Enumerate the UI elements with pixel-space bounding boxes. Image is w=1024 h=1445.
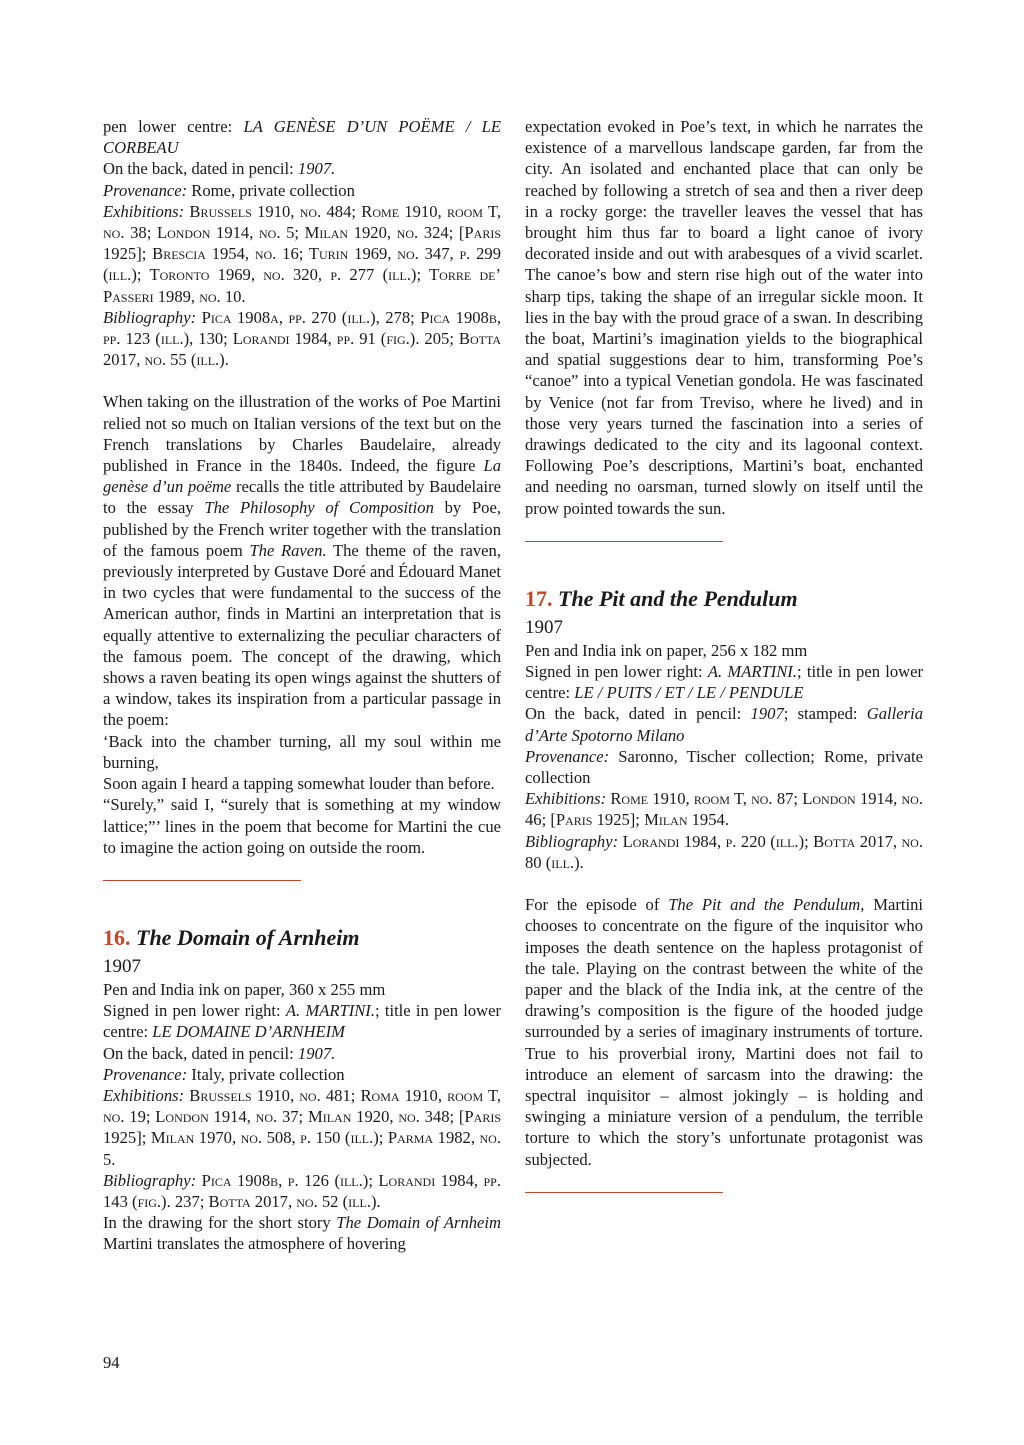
entry-17-year: 1907 xyxy=(525,616,563,638)
section-divider xyxy=(103,880,301,881)
entry-15-title-line: pen lower centre: LA GENÈSE D’UN POËME / LE CORBEAU xyxy=(103,117,501,158)
entry-16-essay: In the drawing for the short story The Domain of Arnheim Martini translates the atmosphere of hovering xyxy=(103,1213,501,1254)
entry-17-exhibitions: Exhibitions: Rome 1910, room T, no. 87; London 1914, no. 46; [Paris 1925]; Milan 1954. xyxy=(525,789,923,830)
poem-quote-line-1: ‘Back into the chamber turning, all my soul within me burning, xyxy=(103,731,501,772)
entry-15-bibliography: Bibliography: Pica 1908a, pp. 270 (ill.), 278; Pica 1908b, pp. 123 (ill.), 130; Lorandi 1984, pp. 91 (fig.). 205; Botta 2017, no. 55 (ill.). xyxy=(103,307,501,370)
entry-16-heading: 16. The Domain of Arnheim xyxy=(103,924,360,950)
entry-17-medium: Pen and India ink on paper, 256 x 182 mm xyxy=(525,640,808,660)
entry-16-bibliography: Bibliography: Pica 1908b, p. 126 (ill.); Lorandi 1984, pp. 143 (fig.). 237; Botta 2017, no. 52 (ill.). xyxy=(103,1170,501,1211)
left-column xyxy=(103,116,501,1255)
entry-15-exhibitions: Exhibitions: Brussels 1910, no. 484; Rome 1910, room T, no. 38; London 1914, no. 5; Milan 1920, no. 324; [Paris 1925]; Brescia 1954, no. 16; Turin 1969, no. 347, p. 299 (ill.); Toronto 1969, no. 320, p. 277 (ill.); Torre de’ Passeri 1989, no. 10. xyxy=(103,201,501,306)
poem-quote-line-3: “Surely,” said I, “surely that is something at my window lattice;”’ lines in the poem that become for Martini the cue to imagine the action going on outside the room. xyxy=(103,795,501,857)
entry-16-signature: Signed in pen lower right: A. MARTINI.; title in pen lower centre: LE DOMAINE D’ARNHEIM xyxy=(103,1001,502,1042)
entry-15-provenance: Provenance: Rome, private collection xyxy=(103,180,355,200)
entry-15-essay: When taking on the illustration of the works of Poe Martini relied not so much on Italian versions of the text but on the French translations by Charles Baudelaire, already published in France in the 1840s. Indeed, the figure La genèse d’un poëme recalls the title attributed by Baudelaire to the essay The Philosophy of Composition by Poe, published by the French writer together with the translation of the famous poem The Raven. The theme of the raven, previously interpreted by Gustave Doré and Édouard Manet in two cycles that were fundamental to the success of the American author, finds in Martini an interpretation that is equally attentive to externalizing the peculiar characters of the famous poem. The concept of the drawing, which shows a raven beating its open wings against the shutters of a window, takes its inspiration from a particular passage in the poem: xyxy=(103,392,501,730)
section-divider xyxy=(525,541,723,542)
entry-16-back-line: On the back, dated in pencil: 1907. xyxy=(103,1043,336,1063)
entry-16-year: 1907 xyxy=(103,955,141,977)
entry-16-medium: Pen and India ink on paper, 360 x 255 mm xyxy=(103,979,386,999)
entry-17-provenance: Provenance: Saronno, Tischer collection; Rome, private collection xyxy=(525,746,923,788)
entry-16-provenance: Provenance: Italy, private collection xyxy=(103,1064,345,1084)
entry-16-exhibitions: Exhibitions: Brussels 1910, no. 481; Roma 1910, room T, no. 19; London 1914, no. 37; Milan 1920, no. 348; [Paris 1925]; Milan 1970, no. 508, p. 150 (ill.); Parma 1982, no. 5. xyxy=(103,1085,501,1169)
entry-17-bibliography: Bibliography: Lorandi 1984, p. 220 (ill.); Botta 2017, no. 80 (ill.). xyxy=(525,831,923,872)
entry-16-essay-continued: expectation evoked in Poe’s text, in which he narrates the existence of a marvellous landscape garden, far from the city. An isolated and enchanted place that can only be reached by following a stretch of sea and then a river deep in a rocky gorge: the traveller leaves the vessel that has brought him thus far to board a light canoe of ivory decorated inside and out with arabesques of a vivid scarlet. The canoe’s bow and stern rise high out of the water into sharp tips, taking the shape of an irregular sickle moon. It lies in the bay with the proud grace of a swan. In describing the boat, Martini’s imagination yields to the biographical and spatial suggestions dear to him, transforming Poe’s “canoe” into a typical Venetian gondola. He was fascinated by Venice (not far from Treviso, where he lived) and in those very years turned the fascination into a series of drawings dedicated to the city and its lagoonal context. Following Poe’s descriptions, Martini’s boat, enchanted and needing no oarsman, turned slowly on itself until the prow pointed towards the sun. xyxy=(525,117,923,518)
poem-quote-line-2: Soon again I heard a tapping somewhat louder than before. xyxy=(103,774,495,794)
right-column xyxy=(525,116,923,1193)
entry-17-signature: Signed in pen lower right: A. MARTINI.; title in pen lower centre: LE / PUITS / ET / LE / PENDULE xyxy=(525,662,924,703)
entry-17-essay: For the episode of The Pit and the Pendulum, Martini chooses to concentrate on the figure of the inquisitor who imposes the death sentence on the hapless protagonist of the tale. Playing on the contrast between the white of the paper and the black of the India ink, at the centre of the drawing’s composition is the figure of the hooded judge surrounded by a series of imaginary instruments of torture. True to his proverbial irony, Martini does not fail to introduce an element of sarcasm into the drawing: the spectral inquisitor – almost jokingly – is holding and swinging a miniature version of a pendulum, the terrible torture to which the story’s unfortunate protagonist was subjected. xyxy=(525,895,923,1169)
section-divider xyxy=(525,1192,723,1193)
entry-17-back-line: On the back, dated in pencil: 1907; stamped: Galleria d’Arte Spotorno Milano xyxy=(525,704,923,745)
entry-15-back-line: On the back, dated in pencil: 1907. xyxy=(103,159,336,179)
entry-17-heading: 17. The Pit and the Pendulum xyxy=(525,585,798,611)
page-number: 94 xyxy=(103,1353,120,1372)
